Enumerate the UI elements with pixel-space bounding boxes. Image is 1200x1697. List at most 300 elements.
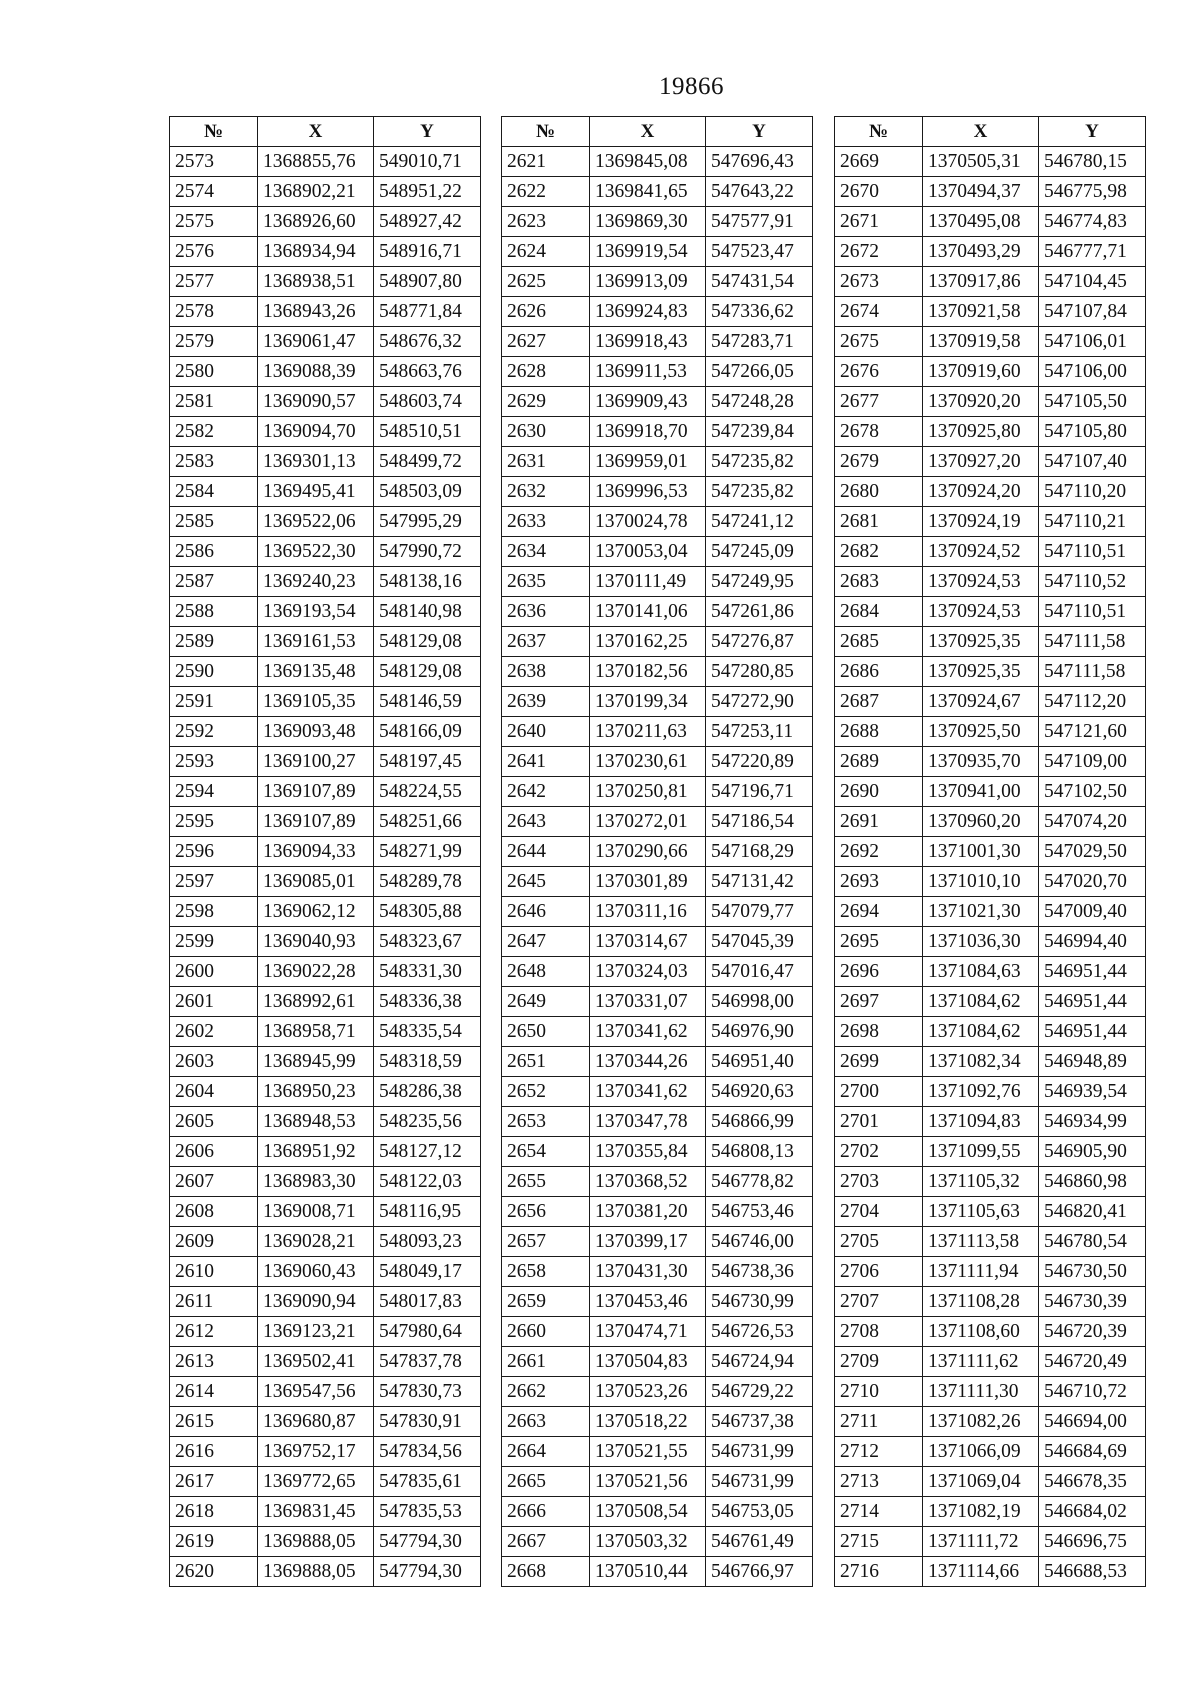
- cell-x: 1371021,30: [923, 897, 1039, 927]
- table-row: [502, 1557, 813, 1587]
- cell-y: 547112,20: [1039, 687, 1146, 717]
- cell-number: 2635: [502, 567, 590, 597]
- cell-x: 1371111,30: [923, 1377, 1039, 1407]
- cell-number: 2686: [835, 657, 923, 687]
- cell-number: 2614: [170, 1377, 258, 1407]
- cell-x: 1369090,94: [258, 1287, 374, 1317]
- table-row: [502, 1437, 813, 1467]
- cell-x: 1370505,31: [923, 147, 1039, 177]
- cell-number: 2643: [502, 807, 590, 837]
- cell-x: 1371099,55: [923, 1137, 1039, 1167]
- cell-x: 1369547,56: [258, 1377, 374, 1407]
- cell-x: 1369888,05: [258, 1527, 374, 1557]
- cell-y: 547029,50: [1039, 837, 1146, 867]
- cell-number: 2697: [835, 987, 923, 1017]
- cell-number: 2610: [170, 1257, 258, 1287]
- cell-y: 548129,08: [374, 657, 481, 687]
- cell-x: 1370510,44: [590, 1557, 706, 1587]
- cell-y: 548603,74: [374, 387, 481, 417]
- table-row: [502, 447, 813, 477]
- cell-x: 1370301,89: [590, 867, 706, 897]
- table-row: [502, 1047, 813, 1077]
- cell-y: 547168,29: [706, 837, 813, 867]
- cell-x: 1368902,21: [258, 177, 374, 207]
- cell-x: 1368855,76: [258, 147, 374, 177]
- cell-x: 1369094,70: [258, 417, 374, 447]
- cell-number: 2671: [835, 207, 923, 237]
- table-row: [502, 1077, 813, 1107]
- cell-y: 548331,30: [374, 957, 481, 987]
- table-row: [835, 867, 1146, 897]
- cell-number: 2604: [170, 1077, 258, 1107]
- table-row: [835, 1167, 1146, 1197]
- cell-number: 2669: [835, 147, 923, 177]
- cell-x: 1371111,72: [923, 1527, 1039, 1557]
- cell-y: 546731,99: [706, 1467, 813, 1497]
- column-header-number: №: [835, 117, 923, 147]
- cell-x: 1370344,26: [590, 1047, 706, 1077]
- table-row: [170, 1407, 481, 1437]
- table-row: [835, 1077, 1146, 1107]
- table-row: [502, 387, 813, 417]
- cell-x: 1370925,35: [923, 627, 1039, 657]
- table-row: [502, 837, 813, 867]
- cell-y: 546684,02: [1039, 1497, 1146, 1527]
- table-row: [835, 927, 1146, 957]
- cell-x: 1370024,78: [590, 507, 706, 537]
- cell-y: 547109,00: [1039, 747, 1146, 777]
- cell-number: 2618: [170, 1497, 258, 1527]
- cell-y: 546766,97: [706, 1557, 813, 1587]
- cell-x: 1370230,61: [590, 747, 706, 777]
- table-row: [170, 537, 481, 567]
- cell-number: 2595: [170, 807, 258, 837]
- table-row: [835, 987, 1146, 1017]
- cell-y: 548323,67: [374, 927, 481, 957]
- cell-number: 2579: [170, 327, 258, 357]
- cell-y: 546753,05: [706, 1497, 813, 1527]
- cell-y: 547079,77: [706, 897, 813, 927]
- cell-number: 2670: [835, 177, 923, 207]
- cell-x: 1370399,17: [590, 1227, 706, 1257]
- table-row: [502, 1227, 813, 1257]
- cell-x: 1369240,23: [258, 567, 374, 597]
- cell-y: 547110,20: [1039, 477, 1146, 507]
- cell-x: 1370355,84: [590, 1137, 706, 1167]
- cell-y: 547266,05: [706, 357, 813, 387]
- cell-number: 2636: [502, 597, 590, 627]
- cell-y: 547105,50: [1039, 387, 1146, 417]
- cell-number: 2632: [502, 477, 590, 507]
- cell-number: 2634: [502, 537, 590, 567]
- cell-x: 1370199,34: [590, 687, 706, 717]
- table-row: [835, 1287, 1146, 1317]
- cell-x: 1371111,94: [923, 1257, 1039, 1287]
- cell-x: 1368958,71: [258, 1017, 374, 1047]
- cell-x: 1368983,30: [258, 1167, 374, 1197]
- cell-y: 547111,58: [1039, 627, 1146, 657]
- cell-x: 1371113,58: [923, 1227, 1039, 1257]
- cell-x: 1368945,99: [258, 1047, 374, 1077]
- cell-number: 2606: [170, 1137, 258, 1167]
- table-row: [835, 597, 1146, 627]
- cell-number: 2707: [835, 1287, 923, 1317]
- table-row: [835, 387, 1146, 417]
- cell-number: 2653: [502, 1107, 590, 1137]
- cell-number: 2621: [502, 147, 590, 177]
- cell-y: 546694,00: [1039, 1407, 1146, 1437]
- table-row: [835, 1137, 1146, 1167]
- cell-y: 546696,75: [1039, 1527, 1146, 1557]
- table-row: [835, 1017, 1146, 1047]
- cell-number: 2585: [170, 507, 258, 537]
- table-row: [170, 267, 481, 297]
- table-row: [835, 177, 1146, 207]
- cell-y: 546994,40: [1039, 927, 1146, 957]
- table-row: [170, 417, 481, 447]
- cell-number: 2612: [170, 1317, 258, 1347]
- cell-y: 547835,61: [374, 1467, 481, 1497]
- cell-number: 2681: [835, 507, 923, 537]
- table-row: [502, 657, 813, 687]
- cell-x: 1370493,29: [923, 237, 1039, 267]
- cell-number: 2668: [502, 1557, 590, 1587]
- cell-number: 2689: [835, 747, 923, 777]
- cell-y: 547239,84: [706, 417, 813, 447]
- cell-x: 1370381,20: [590, 1197, 706, 1227]
- cell-y: 547111,58: [1039, 657, 1146, 687]
- table-row: [502, 747, 813, 777]
- table-row: [835, 1527, 1146, 1557]
- cell-x: 1369918,43: [590, 327, 706, 357]
- cell-number: 2666: [502, 1497, 590, 1527]
- cell-y: 548289,78: [374, 867, 481, 897]
- table-row: [835, 357, 1146, 387]
- table-row: [502, 597, 813, 627]
- cell-number: 2587: [170, 567, 258, 597]
- cell-y: 547272,90: [706, 687, 813, 717]
- cell-y: 547283,71: [706, 327, 813, 357]
- cell-x: 1368951,92: [258, 1137, 374, 1167]
- cell-x: 1369909,43: [590, 387, 706, 417]
- cell-number: 2682: [835, 537, 923, 567]
- cell-x: 1369123,21: [258, 1317, 374, 1347]
- cell-number: 2654: [502, 1137, 590, 1167]
- cell-x: 1368948,53: [258, 1107, 374, 1137]
- cell-number: 2693: [835, 867, 923, 897]
- table-row: [502, 1167, 813, 1197]
- cell-y: 548146,59: [374, 687, 481, 717]
- cell-number: 2710: [835, 1377, 923, 1407]
- table-row: [502, 1497, 813, 1527]
- table-row: [170, 1557, 481, 1587]
- cell-y: 548017,83: [374, 1287, 481, 1317]
- cell-number: 2677: [835, 387, 923, 417]
- cell-x: 1371082,19: [923, 1497, 1039, 1527]
- table-row: [835, 687, 1146, 717]
- cell-number: 2576: [170, 237, 258, 267]
- cell-x: 1370431,30: [590, 1257, 706, 1287]
- cell-number: 2658: [502, 1257, 590, 1287]
- table-row: [502, 507, 813, 537]
- table-row: [170, 927, 481, 957]
- coordinates-table-3: [834, 116, 1146, 1587]
- cell-x: 1369107,89: [258, 807, 374, 837]
- cell-y: 548049,17: [374, 1257, 481, 1287]
- table-row: [835, 627, 1146, 657]
- column-header-x: X: [923, 117, 1039, 147]
- cell-number: 2599: [170, 927, 258, 957]
- cell-y: 547020,70: [1039, 867, 1146, 897]
- cell-y: 547121,60: [1039, 717, 1146, 747]
- cell-y: 547830,73: [374, 1377, 481, 1407]
- cell-y: 548336,38: [374, 987, 481, 1017]
- table-row: [170, 807, 481, 837]
- table-row: [835, 447, 1146, 477]
- table-row: [170, 327, 481, 357]
- cell-number: 2708: [835, 1317, 923, 1347]
- cell-x: 1370453,46: [590, 1287, 706, 1317]
- cell-x: 1370919,58: [923, 327, 1039, 357]
- table-row: [835, 777, 1146, 807]
- column-header-number: №: [502, 117, 590, 147]
- table-row: [835, 507, 1146, 537]
- cell-y: 547834,56: [374, 1437, 481, 1467]
- cell-number: 2714: [835, 1497, 923, 1527]
- cell-x: 1371082,26: [923, 1407, 1039, 1437]
- table-row: [170, 1017, 481, 1047]
- table-row: [170, 1197, 481, 1227]
- cell-x: 1369502,41: [258, 1347, 374, 1377]
- cell-y: 548499,72: [374, 447, 481, 477]
- cell-y: 546951,40: [706, 1047, 813, 1077]
- cell-y: 548907,80: [374, 267, 481, 297]
- cell-x: 1369495,41: [258, 477, 374, 507]
- cell-number: 2703: [835, 1167, 923, 1197]
- cell-number: 2644: [502, 837, 590, 867]
- cell-x: 1370920,20: [923, 387, 1039, 417]
- cell-number: 2690: [835, 777, 923, 807]
- cell-x: 1370331,07: [590, 987, 706, 1017]
- cell-number: 2601: [170, 987, 258, 1017]
- table-row: [170, 987, 481, 1017]
- cell-y: 546678,35: [1039, 1467, 1146, 1497]
- cell-number: 2609: [170, 1227, 258, 1257]
- cell-number: 2629: [502, 387, 590, 417]
- cell-x: 1369680,87: [258, 1407, 374, 1437]
- cell-number: 2694: [835, 897, 923, 927]
- cell-number: 2688: [835, 717, 923, 747]
- cell-x: 1371001,30: [923, 837, 1039, 867]
- cell-y: 546820,41: [1039, 1197, 1146, 1227]
- cell-y: 547835,53: [374, 1497, 481, 1527]
- cell-y: 546951,44: [1039, 1017, 1146, 1047]
- cell-number: 2642: [502, 777, 590, 807]
- table-header-row: [835, 117, 1146, 147]
- cell-y: 547830,91: [374, 1407, 481, 1437]
- table-row: [835, 1497, 1146, 1527]
- cell-x: 1369088,39: [258, 357, 374, 387]
- cell-y: 547131,42: [706, 867, 813, 897]
- cell-number: 2574: [170, 177, 258, 207]
- table-row: [502, 1197, 813, 1227]
- cell-y: 548318,59: [374, 1047, 481, 1077]
- cell-y: 548286,38: [374, 1077, 481, 1107]
- cell-y: 548927,42: [374, 207, 481, 237]
- cell-y: 546951,44: [1039, 957, 1146, 987]
- cell-x: 1369028,21: [258, 1227, 374, 1257]
- cell-number: 2584: [170, 477, 258, 507]
- table-row: [170, 147, 481, 177]
- cell-y: 546920,63: [706, 1077, 813, 1107]
- cell-x: 1370941,00: [923, 777, 1039, 807]
- table-row: [502, 147, 813, 177]
- table-row: [835, 717, 1146, 747]
- cell-y: 548916,71: [374, 237, 481, 267]
- table-row: [170, 387, 481, 417]
- cell-y: 547045,39: [706, 927, 813, 957]
- table-row: [170, 297, 481, 327]
- cell-y: 547220,89: [706, 747, 813, 777]
- cell-number: 2667: [502, 1527, 590, 1557]
- cell-y: 548663,76: [374, 357, 481, 387]
- cell-x: 1370927,20: [923, 447, 1039, 477]
- table-row: [835, 1047, 1146, 1077]
- cell-number: 2592: [170, 717, 258, 747]
- cell-number: 2655: [502, 1167, 590, 1197]
- cell-y: 547794,30: [374, 1557, 481, 1587]
- cell-y: 547280,85: [706, 657, 813, 687]
- cell-y: 547276,87: [706, 627, 813, 657]
- table-row: [170, 1287, 481, 1317]
- cell-y: 547241,12: [706, 507, 813, 537]
- cell-number: 2705: [835, 1227, 923, 1257]
- column-header-x: X: [258, 117, 374, 147]
- cell-number: 2679: [835, 447, 923, 477]
- cell-number: 2696: [835, 957, 923, 987]
- cell-number: 2640: [502, 717, 590, 747]
- cell-number: 2713: [835, 1467, 923, 1497]
- cell-number: 2605: [170, 1107, 258, 1137]
- cell-number: 2648: [502, 957, 590, 987]
- cell-y: 546780,54: [1039, 1227, 1146, 1257]
- cell-number: 2639: [502, 687, 590, 717]
- cell-y: 547106,00: [1039, 357, 1146, 387]
- cell-x: 1370925,80: [923, 417, 1039, 447]
- cell-x: 1369062,12: [258, 897, 374, 927]
- cell-number: 2581: [170, 387, 258, 417]
- table-row: [170, 1167, 481, 1197]
- cell-number: 2662: [502, 1377, 590, 1407]
- cell-y: 548122,03: [374, 1167, 481, 1197]
- table-row: [170, 777, 481, 807]
- cell-x: 1369959,01: [590, 447, 706, 477]
- cell-number: 2656: [502, 1197, 590, 1227]
- table-row: [835, 207, 1146, 237]
- cell-y: 546778,82: [706, 1167, 813, 1197]
- cell-y: 546905,90: [1039, 1137, 1146, 1167]
- cell-number: 2683: [835, 567, 923, 597]
- cell-y: 547523,47: [706, 237, 813, 267]
- cell-number: 2650: [502, 1017, 590, 1047]
- table-row: [502, 477, 813, 507]
- cell-y: 547431,54: [706, 267, 813, 297]
- cell-number: 2651: [502, 1047, 590, 1077]
- cell-y: 546730,39: [1039, 1287, 1146, 1317]
- cell-number: 2603: [170, 1047, 258, 1077]
- cell-x: 1371084,63: [923, 957, 1039, 987]
- cell-x: 1370141,06: [590, 597, 706, 627]
- cell-x: 1371084,62: [923, 1017, 1039, 1047]
- cell-x: 1370921,58: [923, 297, 1039, 327]
- table-row: [502, 297, 813, 327]
- cell-number: 2647: [502, 927, 590, 957]
- cell-number: 2665: [502, 1467, 590, 1497]
- cell-y: 546688,53: [1039, 1557, 1146, 1587]
- cell-number: 2675: [835, 327, 923, 357]
- table-row: [502, 237, 813, 267]
- cell-y: 547110,52: [1039, 567, 1146, 597]
- cell-y: 547794,30: [374, 1527, 481, 1557]
- cell-y: 547696,43: [706, 147, 813, 177]
- table-row: [835, 267, 1146, 297]
- cell-y: 546775,98: [1039, 177, 1146, 207]
- cell-y: 546710,72: [1039, 1377, 1146, 1407]
- cell-y: 547107,40: [1039, 447, 1146, 477]
- cell-x: 1369996,53: [590, 477, 706, 507]
- cell-number: 2625: [502, 267, 590, 297]
- table-row: [170, 567, 481, 597]
- table-row: [170, 1347, 481, 1377]
- cell-number: 2715: [835, 1527, 923, 1557]
- cell-number: 2627: [502, 327, 590, 357]
- table-row: [835, 1377, 1146, 1407]
- cell-number: 2716: [835, 1557, 923, 1587]
- table-row: [170, 177, 481, 207]
- cell-number: 2607: [170, 1167, 258, 1197]
- cell-number: 2598: [170, 897, 258, 927]
- cell-number: 2661: [502, 1347, 590, 1377]
- cell-x: 1370162,25: [590, 627, 706, 657]
- table-row: [502, 927, 813, 957]
- table-row: [170, 1467, 481, 1497]
- cell-number: 2691: [835, 807, 923, 837]
- cell-y: 546730,99: [706, 1287, 813, 1317]
- cell-y: 546866,99: [706, 1107, 813, 1137]
- cell-x: 1371084,62: [923, 987, 1039, 1017]
- cell-number: 2649: [502, 987, 590, 1017]
- cell-y: 548771,84: [374, 297, 481, 327]
- cell-y: 547235,82: [706, 447, 813, 477]
- table-row: [502, 267, 813, 297]
- table-row: [170, 1257, 481, 1287]
- table-row: [502, 897, 813, 927]
- cell-x: 1370504,83: [590, 1347, 706, 1377]
- cell-number: 2588: [170, 597, 258, 627]
- cell-y: 547990,72: [374, 537, 481, 567]
- table-row: [170, 507, 481, 537]
- table-row: [170, 477, 481, 507]
- table-row: [502, 627, 813, 657]
- table-row: [835, 147, 1146, 177]
- table-row: [502, 1407, 813, 1437]
- cell-y: 547074,20: [1039, 807, 1146, 837]
- cell-y: 547107,84: [1039, 297, 1146, 327]
- cell-y: 547245,09: [706, 537, 813, 567]
- table-row: [502, 567, 813, 597]
- column-header-number: №: [170, 117, 258, 147]
- table-row: [170, 897, 481, 927]
